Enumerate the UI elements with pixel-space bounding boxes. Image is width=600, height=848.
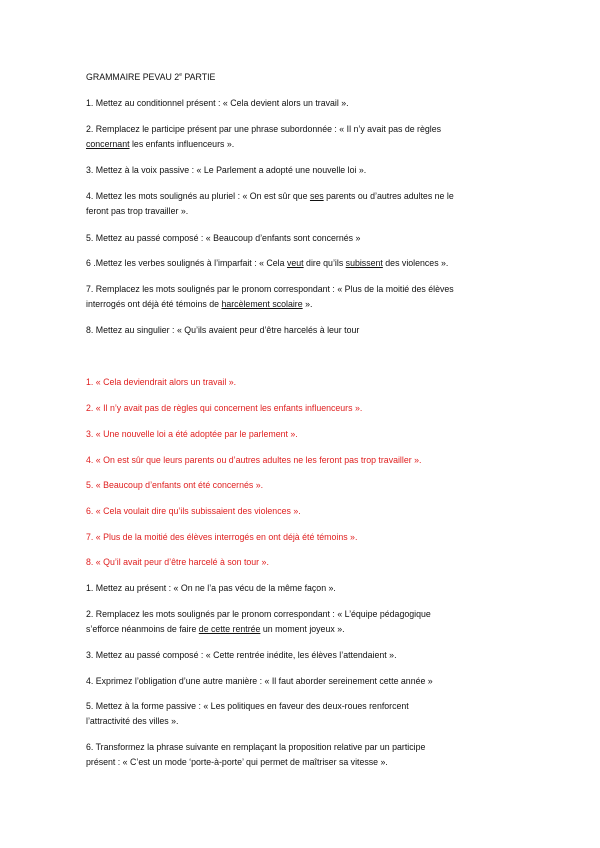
answer-7: 7. « Plus de la moitié des élèves interrogés en ont déjà été témoins ». [86,532,358,542]
question-3: 3. Mettez à la voix passive : « Le Parlement a adopté une nouvelle loi ». [86,165,367,175]
question-7-line-2: interrogés ont déjà été témoins de harcèlement scolaire ». [86,299,313,309]
answer-1: 1. « Cela deviendrait alors un travail ». [86,377,237,387]
exercise-2-line-2: s’efforce néanmoins de faire de cette rentrée un moment joyeux ». [86,624,345,634]
question-5: 5. Mettez au passé composé : « Beaucoup d’enfants sont concernés » [86,233,361,243]
exercise-2-line-1: 2. Remplacez les mots soulignés par le pronom correspondant : « L’équipe pédagogique [86,609,431,619]
exercise-5-line-1: 5. Mettez à la forme passive : « Les politiques en faveur des deux-roues renforcent [86,701,409,711]
answer-6: 6. « Cela voulait dire qu’ils subissaient des violences ». [86,506,301,516]
exercise-1: 1. Mettez au présent : « On ne l’a pas vécu de la même façon ». [86,583,336,593]
answer-4: 4. « On est sûr que leurs parents ou d’autres adultes ne les feront pas trop travailler ». [86,455,422,465]
question-7-line-1: 7. Remplacez les mots soulignés par le pronom correspondant : « Plus de la moitié des élèves [86,284,454,294]
exercise-4: 4. Exprimez l’obligation d’une autre manière : « Il faut aborder sereinement cette année » [86,676,433,686]
question-6: 6 .Mettez les verbes soulignés à l’imparfait : « Cela veut dire qu’ils subissent des violences ». [86,258,449,268]
underlined-word: ses [309,191,324,201]
underlined-word: harcèlement scolaire [221,299,303,309]
question-4-line-1: 4. Mettez les mots soulignés au pluriel : « On est sûr que ses parents ou d’autres adultes ne le [86,191,454,201]
question-1: 1. Mettez au conditionnel présent : « Cela devient alors un travail ». [86,98,349,108]
underlined-word: concernant [86,139,130,149]
answer-8: 8. « Qu’il avait peur d’être harcelé à son tour ». [86,557,269,567]
answer-2: 2. « Il n’y avait pas de règles qui concernent les enfants influenceurs ». [86,403,363,413]
exercise-6-line-2: présent : « C’est un mode ‘porte-à-porte’ qui permet de maîtriser sa vitesse ». [86,757,388,767]
question-2-line-2: concernant les enfants influenceurs ». [86,139,235,149]
question-4-line-2: feront pas trop travailler ». [86,206,189,216]
question-8: 8. Mettez au singulier : « Qu’ils avaient peur d’être harcelés à leur tour [86,325,360,335]
document-title: GRAMMAIRE PEVAU 2e PARTIE [86,72,216,82]
underlined-word: veut [286,258,304,268]
exercise-6-line-1: 6. Transformez la phrase suivante en remplaçant la proposition relative par un participe [86,742,426,752]
answer-5: 5. « Beaucoup d’enfants ont été concernés ». [86,480,264,490]
underlined-word: de cette rentrée [198,624,261,634]
exercise-3: 3. Mettez au passé composé : « Cette rentrée inédite, les élèves l’attendaient ». [86,650,397,660]
underlined-word: subissent [345,258,383,268]
exercise-5-line-2: l’attractivité des villes ». [86,716,179,726]
question-2-line-1: 2. Remplacez le participe présent par une phrase subordonnée : « Il n’y avait pas de règles [86,124,442,134]
answer-3: 3. « Une nouvelle loi a été adoptée par le parlement ». [86,429,298,439]
